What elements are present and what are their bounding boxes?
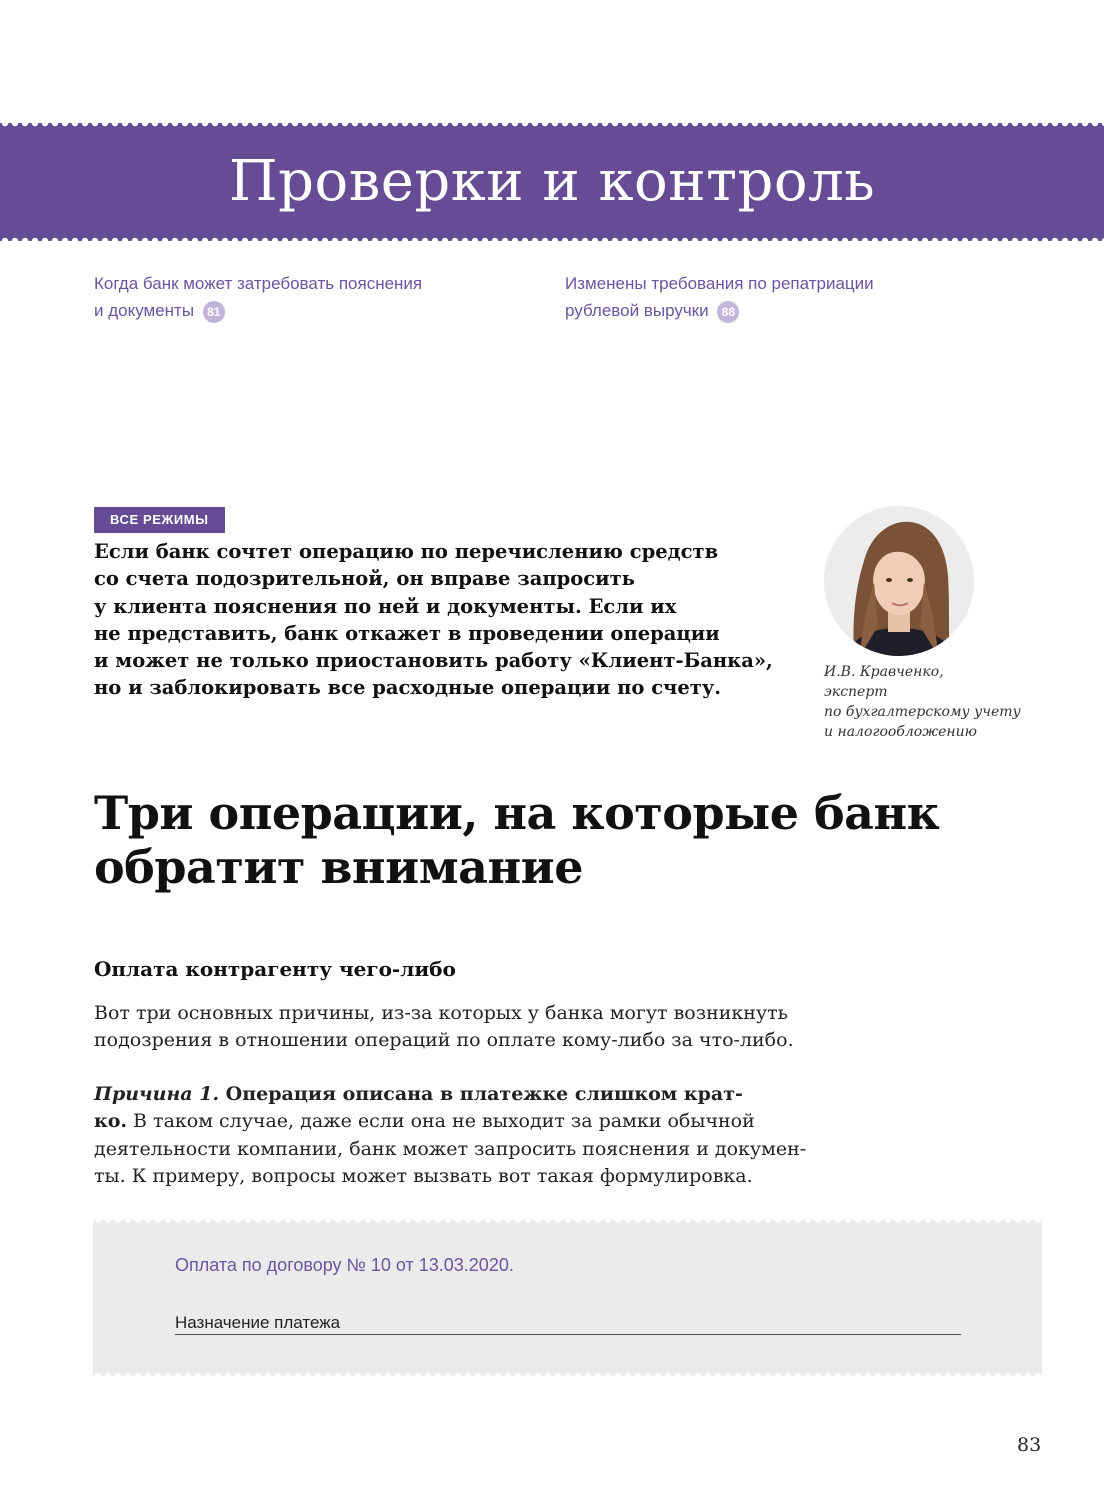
lead-line: и может не только приостановить работу «Клиент-Банка», [94,649,773,673]
lead-line: со счета подозрительной, он вправе запросить [94,567,635,591]
author-title-line: эксперт [824,684,888,700]
lead-line: Если банк сочтет операцию по перечислению средств [94,540,719,563]
section-banner [0,128,1104,236]
payment-purpose-example [93,1225,1042,1371]
paragraph-line: подозрения в отношении операций по оплате кому-либо за что-либо. [94,1029,794,1052]
author-portrait-image [824,506,974,656]
paragraph-line: деятельности компании, банк может запросить пояснения и докумен- [94,1137,807,1160]
payment-purpose-value: Оплата по договору № 10 от 13.03.2020. [175,1255,514,1275]
teaser-link-2[interactable] [565,270,925,324]
heading-line: обратит внимание [94,840,584,894]
lead-line: но и заблокировать все расходные операции по счету. [94,676,722,700]
payment-purpose-label: Назначение платежа [175,1312,961,1335]
paragraph-line [94,1081,794,1108]
article-heading [94,786,1034,894]
page-ref-badge: 88 [717,301,739,323]
page-ref-badge: 81 [203,301,225,323]
reason-paragraph [94,1081,807,1190]
author-photo [824,506,974,656]
paragraph-text: В таком случае, даже если она не выходит за рамки обычной [127,1110,755,1133]
author-name: И.В. Кравченко, [824,664,944,680]
author-caption [824,662,1044,742]
paragraph-line: ты. К примеру, вопросы может вызвать вот такая формулировка. [94,1164,753,1187]
lead-line: у клиента пояснения по ней и документы. Если их [94,594,677,618]
reason-label: Причина 1. [94,1083,220,1105]
body-paragraph [94,1000,794,1055]
page-number: 83 [1017,1434,1042,1456]
lead-line: не представить, банк откажет в проведении операции [94,621,720,645]
lead-paragraph [94,538,784,702]
teaser-text: и документы [94,301,195,320]
author-title-line: по бухгалтерскому учету [824,704,1021,720]
subheading: Оплата контрагенту чего-либо [94,957,456,981]
tax-regime-tag: ВСЕ РЕЖИМЫ [94,507,225,533]
teaser-line-1: Изменены требования по репатриации [565,274,874,293]
reason-title-end: ко. [94,1110,128,1133]
author-title-line: и налогообложению [824,724,977,740]
teaser-line-2 [94,297,454,324]
paragraph-line: Вот три основных причины, из-за которых у банка могут возникнуть [94,1002,789,1024]
section-title: Проверки и контроль [228,149,876,214]
heading-line: Три операции, на которые банк [94,786,940,840]
teaser-text: рублевой выручки [565,301,709,320]
paragraph-line [94,1108,794,1135]
teaser-line-2 [565,297,925,324]
teaser-link-1[interactable] [94,270,454,324]
teaser-line-1: Когда банк может затребовать пояснения [94,274,423,293]
reason-title: Операция описана в платежке слишком крат- [219,1083,743,1105]
